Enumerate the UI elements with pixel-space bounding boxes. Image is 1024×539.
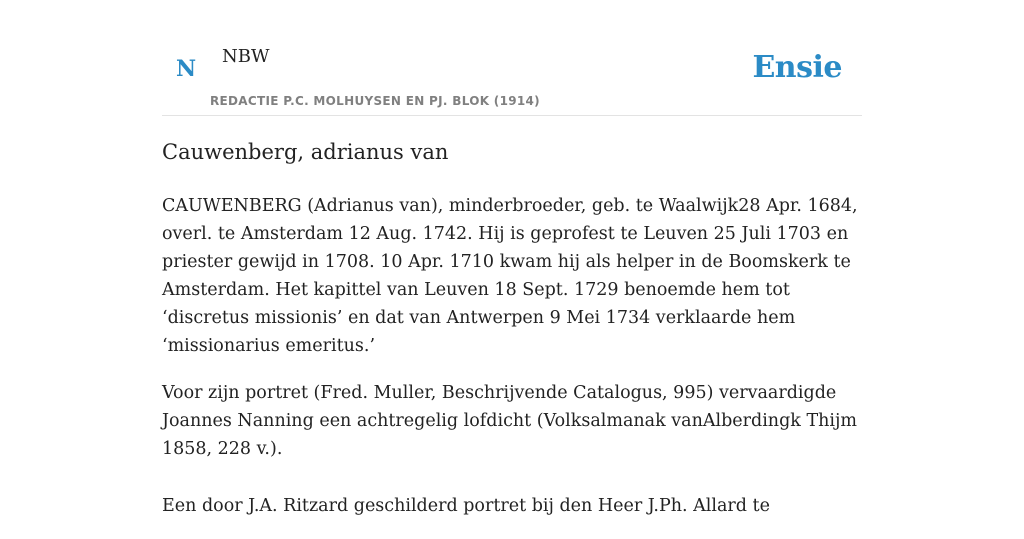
source-logo-icon[interactable]: N [176, 56, 197, 82]
article-paragraph: Voor zijn portret (Fred. Muller, Beschrijvende Catalogus, 995) vervaardigde Joannes Nanning een achtregelig lofdicht (Volksalmanak vanAlberdingk Thijm 1858, 228 v.). [162, 383, 858, 459]
article-title: Cauwenberg, adrianus van [162, 140, 449, 164]
article-paragraph: CAUWENBERG (Adrianus van), minderbroeder, geb. te Waalwijk28 Apr. 1684, overl. te Amsterdam 12 Aug. 1742. Hij is geprofest te Leuven 25 Juli 1703 en priester gewijd in 1708. 10 Apr. 1710 kwam hij als helper in de Boomskerk te Amsterdam. Het kapittel van Leuven 18 Sept. 1729 benoemde hem tot ‘discretus missionis’ en dat van Antwerpen 9 Mei 1734 verklaarde hem ‘missionarius emeritus.’ [162, 196, 858, 356]
header-divider [162, 115, 862, 116]
article-paragraph: Een door J.A. Ritzard geschilderd portret bij den Heer J.Ph. Allard te [162, 496, 770, 516]
article-body [162, 192, 862, 539]
source-subtitle: REDACTIE P.C. MOLHUYSEN EN PJ. BLOK (1914) [210, 94, 540, 108]
source-name[interactable]: NBW [222, 46, 270, 67]
brand-logo[interactable]: Ensie [752, 50, 842, 85]
